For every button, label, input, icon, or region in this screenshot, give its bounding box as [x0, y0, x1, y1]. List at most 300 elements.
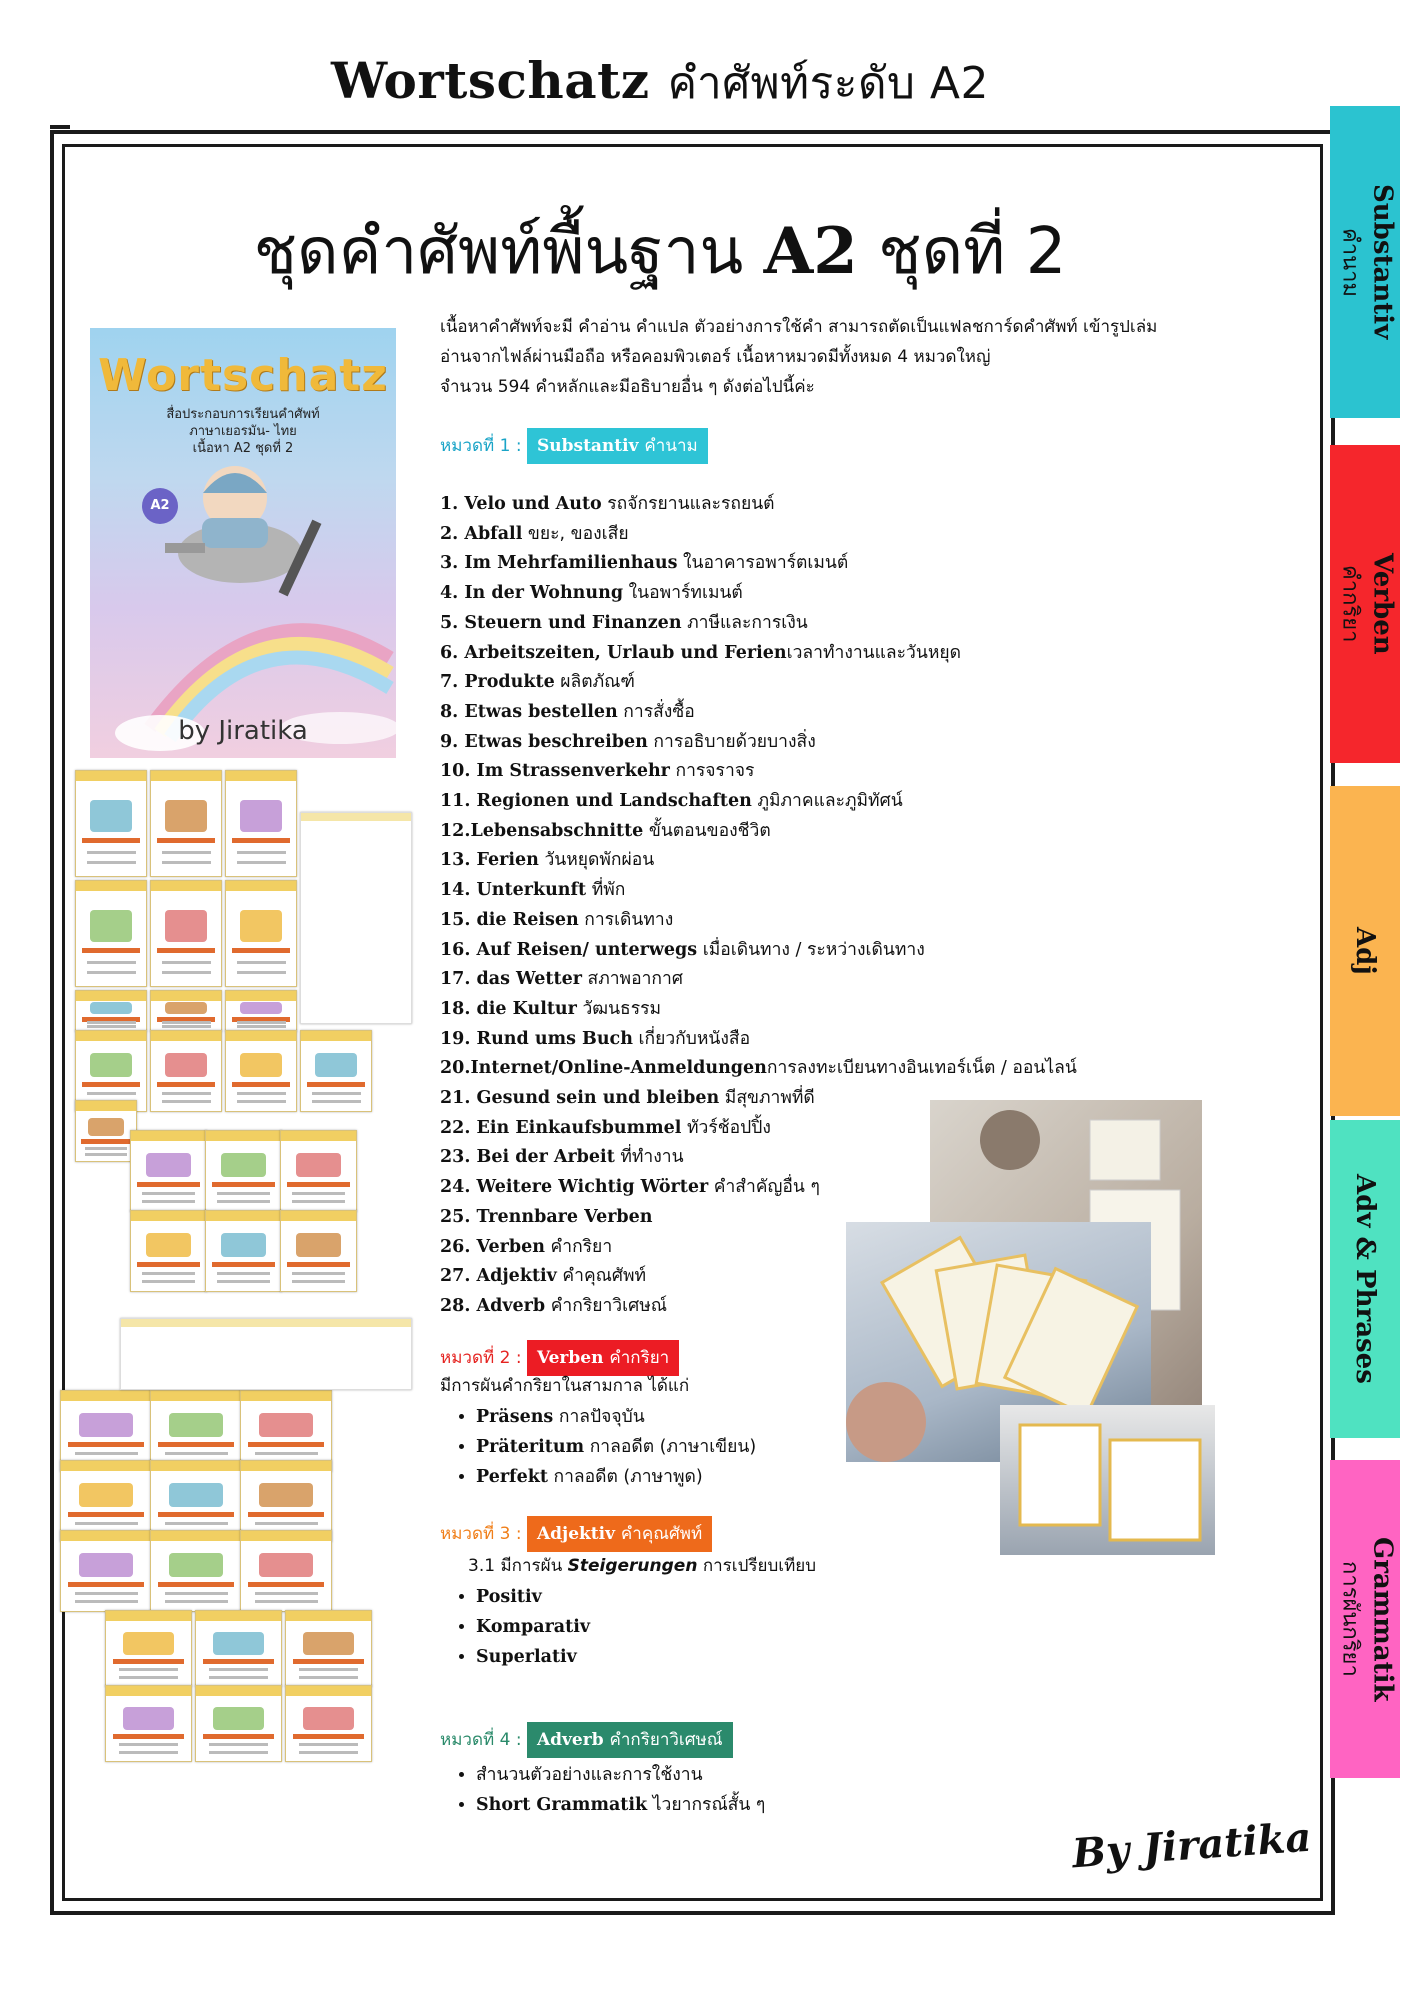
- topic-th: เมื่อเดินทาง / ระหว่างเดินทาง: [697, 939, 925, 960]
- topic-th: เกี่ยวกับหนังสือ: [632, 1028, 751, 1049]
- flashcard-band: [226, 881, 296, 891]
- flashcard-word: [82, 838, 141, 843]
- flashcard-picture: [240, 800, 282, 832]
- flashcard-thumbnail: [285, 1685, 372, 1762]
- flashcard-band: [151, 1391, 241, 1401]
- flashcard-line: [75, 1592, 138, 1595]
- flashcard-band: [76, 771, 146, 781]
- flashcard-thumbnail: [225, 880, 297, 987]
- flashcard-picture: [315, 1053, 357, 1077]
- flashcard-band: [61, 1461, 151, 1471]
- flashcard-line: [87, 1021, 136, 1024]
- flashcard-line: [119, 1751, 179, 1754]
- topic-de: 11. Regionen und Landschaften: [440, 791, 752, 812]
- comparison-item: [476, 1612, 590, 1642]
- flashcard-line: [162, 851, 211, 854]
- flashcard-picture: [146, 1233, 191, 1257]
- flashcard-word: [137, 1262, 200, 1267]
- topic-de: 1. Velo und Auto: [440, 494, 602, 514]
- worksheet-thumbnail: [120, 1318, 412, 1390]
- flashcard-line: [237, 1025, 286, 1028]
- flashcard-band: [151, 881, 221, 891]
- flashcard-word: [203, 1734, 274, 1739]
- flashcard-picture: [296, 1233, 341, 1257]
- flashcard-line: [255, 1600, 318, 1603]
- flashcard-thumbnail: [280, 1130, 357, 1212]
- flashcard-band: [61, 1531, 151, 1541]
- section-2-label: หมวดที่ 2 :: [440, 1348, 522, 1368]
- flashcard-picture: [79, 1483, 133, 1507]
- topic-de: 17. das Wetter: [440, 969, 582, 990]
- flashcard-band: [241, 1391, 331, 1401]
- comparison-item: [476, 1582, 590, 1612]
- worksheet-band: [121, 1319, 411, 1327]
- section-2-desc: มีการผันคำกริยาในสามกาล ได้แก่: [440, 1376, 690, 1396]
- flashcard-band: [226, 771, 296, 781]
- topic-item: [440, 876, 1140, 906]
- tense-de: Präsens: [476, 1407, 554, 1427]
- tense-de: Perfekt: [476, 1467, 548, 1487]
- topic-th: การอธิบายด้วยบางสิ่ง: [647, 731, 816, 752]
- side-tab-text: [1350, 927, 1380, 975]
- topic-de: 24. Weitere Wichtig Wörter: [440, 1177, 709, 1198]
- flashcard-word: [68, 1512, 144, 1517]
- section-3-desc-post: การเปรียบเทียบ: [697, 1556, 817, 1576]
- flashcard-thumbnail: [75, 770, 147, 877]
- flashcard-thumbnail: [150, 1530, 242, 1612]
- flashcard-line: [292, 1200, 345, 1203]
- topic-de: 7. Produkte: [440, 672, 555, 693]
- topic-th: ขั้นตอนของชีวิต: [643, 820, 771, 841]
- flashcard-picture: [259, 1483, 313, 1507]
- adverb-item: [476, 1760, 765, 1790]
- side-tab-text: [1333, 553, 1398, 655]
- flashcard-picture: [303, 1632, 354, 1655]
- section-3-badge-th: คำคุณศัพท์: [620, 1524, 703, 1544]
- flashcard-band: [226, 1031, 296, 1041]
- flashcard-line: [87, 861, 136, 864]
- flashcard-line: [165, 1452, 228, 1455]
- flashcard-picture: [213, 1707, 264, 1730]
- topic-item: [440, 846, 1140, 876]
- flashcard-line: [162, 1092, 211, 1095]
- flashcard-band: [241, 1531, 331, 1541]
- topic-de: 23. Bei der Arbeit: [440, 1147, 615, 1168]
- flashcard-line: [165, 1522, 228, 1525]
- book-subtitle-1: สื่อประกอบการเรียนคำศัพท์: [166, 407, 320, 422]
- section-4-heading: [440, 1722, 733, 1758]
- photo-flashcards-table: [1000, 1405, 1215, 1555]
- topic-th: เวลาทำงานและวันหยุด: [786, 642, 961, 663]
- side-tab-verben[interactable]: [1330, 445, 1400, 763]
- flashcard-band: [196, 1686, 281, 1696]
- flashcard-thumbnail: [60, 1530, 152, 1612]
- flashcard-line: [217, 1192, 270, 1195]
- topic-item: [440, 490, 1140, 520]
- flashcard-line: [237, 971, 286, 974]
- flashcard-thumbnail: [150, 990, 222, 1032]
- topic-th: คำกริยาวิเศษณ์: [545, 1295, 667, 1316]
- flashcard-word: [232, 838, 291, 843]
- side-tab-adv-phrases[interactable]: [1330, 1120, 1400, 1438]
- adverb-th: สำนวนตัวอย่างและการใช้งาน: [476, 1765, 703, 1785]
- flashcard-word: [212, 1182, 275, 1187]
- comparison-item: [476, 1642, 590, 1672]
- header-title-th: คำศัพท์ระดับ A2: [667, 58, 990, 109]
- flashcard-line: [85, 1147, 127, 1150]
- section-2-list: [440, 1402, 756, 1492]
- signature: By Jiratika: [1070, 1813, 1313, 1878]
- flashcard-thumbnail: [280, 1210, 357, 1292]
- flashcard-picture: [79, 1553, 133, 1577]
- flashcard-band: [131, 1211, 206, 1221]
- topic-th: สภาพอากาศ: [581, 969, 683, 990]
- topic-item: [440, 936, 1140, 966]
- flashcard-line: [292, 1192, 345, 1195]
- flashcard-band: [286, 1686, 371, 1696]
- topic-th: ขยะ, ของเสีย: [522, 523, 629, 544]
- topic-th: ภาษีและการเงิน: [681, 612, 808, 633]
- topic-item: [440, 728, 1140, 758]
- flashcard-thumbnail: [285, 1610, 372, 1687]
- intro-line-1: เนื้อหาคำศัพท์จะมี คำอ่าน คำแปล ตัวอย่างการใช้คำ สามารถตัดเป็นแฟลชการ์ดคำศัพท์ เข้ารูปเล่ม: [440, 317, 1158, 337]
- flashcard-line: [119, 1676, 179, 1679]
- flashcard-thumbnail: [130, 1130, 207, 1212]
- topic-de: 4. In der Wohnung: [440, 583, 624, 604]
- flashcard-word: [68, 1442, 144, 1447]
- flashcard-line: [292, 1272, 345, 1275]
- flashcard-thumbnail: [300, 1030, 372, 1112]
- section-4-badge: [527, 1722, 733, 1758]
- flashcard-line: [299, 1676, 359, 1679]
- topic-th: มีสุขภาพที่ดี: [719, 1088, 815, 1109]
- topic-de: 2. Abfall: [440, 523, 523, 544]
- flashcard-band: [76, 881, 146, 891]
- book-illustration: [90, 328, 396, 758]
- section-1-badge-th: คำนาม: [644, 436, 698, 456]
- flashcard-line: [255, 1592, 318, 1595]
- topic-de: 9. Etwas beschreiben: [440, 731, 648, 752]
- flashcard-band: [106, 1686, 191, 1696]
- topic-de: 21. Gesund sein und bleiben: [440, 1088, 720, 1109]
- flashcard-band: [241, 1461, 331, 1471]
- topic-de: 8. Etwas bestellen: [440, 701, 618, 722]
- flashcard-thumbnail: [225, 1030, 297, 1112]
- flashcard-thumbnail: [75, 990, 147, 1032]
- flashcard-band: [151, 1531, 241, 1541]
- topic-de: 19. Rund ums Buch: [440, 1028, 633, 1049]
- flashcard-band: [286, 1611, 371, 1621]
- flashcard-thumbnail: [75, 880, 147, 987]
- worksheet-thumbnail: [300, 812, 412, 1024]
- side-tab-de: Adv & Phrases: [1350, 1174, 1380, 1384]
- flashcard-line: [162, 1100, 211, 1103]
- flashcard-line: [237, 1021, 286, 1024]
- flashcard-picture: [90, 910, 132, 942]
- flashcard-picture: [88, 1118, 124, 1136]
- side-tab-substantiv[interactable]: [1330, 106, 1400, 418]
- main-title-th-1: ชุดคำศัพท์พื้นฐาน: [253, 215, 744, 289]
- side-tab-th: คำนาม: [1337, 227, 1363, 297]
- topic-de: 13. Ferien: [440, 850, 539, 871]
- side-tab-de: Substantiv: [1367, 184, 1398, 340]
- topic-th: คำกริยา: [544, 1236, 613, 1257]
- section-3-badge: [527, 1516, 712, 1552]
- comparison-de: Komparativ: [476, 1617, 591, 1637]
- flashcard-band: [206, 1211, 281, 1221]
- topic-th: การลงทะเบียนทางอินเทอร์เน็ต / ออนไลน์: [766, 1058, 1077, 1079]
- flashcard-picture: [221, 1153, 266, 1177]
- tense-th: กาลอดีต (ภาษาพูด): [547, 1467, 703, 1487]
- topic-item: [440, 639, 1140, 669]
- flashcard-line: [255, 1452, 318, 1455]
- flashcard-band: [226, 991, 296, 1001]
- flashcard-picture: [90, 800, 132, 832]
- flashcard-band: [151, 771, 221, 781]
- flashcard-word: [248, 1512, 324, 1517]
- topic-item: [440, 817, 1140, 847]
- section-3-heading: [440, 1516, 712, 1552]
- topic-th: ภูมิภาคและภูมิทัศน์: [751, 791, 903, 812]
- tense-item: [476, 1432, 756, 1462]
- flashcard-picture: [165, 910, 207, 942]
- flashcard-band: [151, 1031, 221, 1041]
- flashcard-line: [209, 1751, 269, 1754]
- flashcard-picture: [296, 1153, 341, 1177]
- flashcard-line: [162, 961, 211, 964]
- flashcard-line: [255, 1522, 318, 1525]
- flashcard-line: [299, 1668, 359, 1671]
- section-1-heading: [440, 428, 708, 464]
- flashcard-thumbnail: [150, 1030, 222, 1112]
- section-3-desc: [468, 1552, 816, 1579]
- topic-de: 14. Unterkunft: [440, 880, 587, 901]
- flashcard-line: [162, 971, 211, 974]
- flashcard-picture: [169, 1553, 223, 1577]
- flashcard-thumbnail: [195, 1610, 282, 1687]
- topic-th: การสั่งซื้อ: [617, 701, 695, 722]
- tense-de: Präteritum: [476, 1437, 585, 1457]
- side-tab-de: Verben: [1367, 553, 1398, 655]
- section-2-badge: [527, 1340, 679, 1376]
- flashcard-line: [87, 1025, 136, 1028]
- main-title: [160, 200, 1160, 302]
- flashcard-word: [82, 1082, 141, 1087]
- tense-item: [476, 1402, 756, 1432]
- flashcard-band: [61, 1391, 151, 1401]
- flashcard-line: [237, 861, 286, 864]
- topic-de: 3. Im Mehrfamilienhaus: [440, 553, 678, 574]
- topic-th: ที่ทำงาน: [614, 1147, 684, 1168]
- section-1-badge: [527, 428, 708, 464]
- flashcard-picture: [213, 1632, 264, 1655]
- topic-item: [440, 906, 1140, 936]
- flashcard-picture: [146, 1153, 191, 1177]
- topic-de: 20.Internet/Online-Anmeldungen: [440, 1058, 767, 1079]
- flashcard-picture: [221, 1233, 266, 1257]
- topic-item: [440, 668, 1140, 698]
- flashcard-picture: [259, 1413, 313, 1437]
- flashcard-picture: [240, 910, 282, 942]
- topic-item: [440, 609, 1140, 639]
- flashcard-line: [237, 961, 286, 964]
- flashcard-picture: [90, 1053, 132, 1077]
- photo-table-illustration: [1000, 1405, 1215, 1555]
- flashcard-word: [158, 1512, 234, 1517]
- topic-item: [440, 965, 1140, 995]
- side-tab-th: คำกริยา: [1337, 565, 1363, 643]
- flashcard-word: [157, 1082, 216, 1087]
- section-2-heading: [440, 1340, 690, 1396]
- topic-th: ในอพาร์ทเมนต์: [623, 583, 743, 604]
- flashcard-word: [157, 838, 216, 843]
- flashcard-word: [212, 1262, 275, 1267]
- flashcard-picture: [303, 1707, 354, 1730]
- book-level-badge: A2: [142, 488, 178, 524]
- flashcard-thumbnail: [225, 990, 297, 1032]
- flashcard-band: [301, 1031, 371, 1041]
- flashcard-band: [131, 1131, 206, 1141]
- flashcard-word: [293, 1659, 364, 1664]
- topic-th: การจราจร: [669, 761, 755, 782]
- flashcard-line: [75, 1452, 138, 1455]
- topic-th: คำสำคัญอื่น ๆ: [708, 1177, 820, 1198]
- flashcard-picture: [240, 1002, 282, 1014]
- flashcard-line: [165, 1592, 228, 1595]
- flashcard-line: [217, 1200, 270, 1203]
- tense-th: กาลอดีต (ภาษาเขียน): [584, 1437, 757, 1457]
- flashcard-picture: [240, 1053, 282, 1077]
- flashcard-word: [158, 1582, 234, 1587]
- flashcard-band: [281, 1211, 356, 1221]
- topic-de: 26. Verben: [440, 1236, 545, 1257]
- flashcard-line: [292, 1280, 345, 1283]
- section-4-label: หมวดที่ 4 :: [440, 1730, 522, 1750]
- topic-item: [440, 579, 1140, 609]
- intro-line-2: อ่านจากไฟล์ผ่านมือถือ หรือคอมพิวเตอร์ เนื้อหาหมวดมีทั้งหมด 4 หมวดใหญ่: [440, 347, 991, 367]
- flashcard-line: [162, 1021, 211, 1024]
- topic-de: 16. Auf Reisen/ unterwegs: [440, 939, 698, 960]
- flashcard-word: [287, 1262, 350, 1267]
- flashcard-band: [206, 1131, 281, 1141]
- topic-th: วันหยุดพักผ่อน: [538, 850, 655, 871]
- flashcard-line: [142, 1280, 195, 1283]
- topic-th: ในอาคารอพาร์ตเมนต์: [677, 553, 849, 574]
- flashcard-word: [307, 1082, 366, 1087]
- topic-item: [440, 787, 1140, 817]
- topic-de: 27. Adjektiv: [440, 1266, 557, 1287]
- flashcard-picture: [169, 1413, 223, 1437]
- comparison-de: Positiv: [476, 1587, 542, 1607]
- flashcard-thumbnail: [130, 1210, 207, 1292]
- adverb-th: ไวยากรณ์สั้น ๆ: [647, 1795, 766, 1815]
- flashcard-thumbnail: [150, 770, 222, 877]
- flashcard-word: [113, 1659, 184, 1664]
- side-tab-text: [1333, 1537, 1398, 1702]
- flashcard-band: [196, 1611, 281, 1621]
- flashcard-thumbnail: [105, 1610, 192, 1687]
- side-tab-text: [1350, 1174, 1380, 1384]
- flashcard-line: [87, 961, 136, 964]
- flashcard-band: [76, 1031, 146, 1041]
- topic-th: ผลิตภัณฑ์: [554, 672, 635, 693]
- flashcard-thumbnail: [75, 1100, 137, 1162]
- flashcard-band: [151, 991, 221, 1001]
- flashcard-line: [217, 1272, 270, 1275]
- topic-de: 28. Adverb: [440, 1295, 546, 1316]
- topic-de: 12.Lebensabschnitte: [440, 820, 644, 841]
- section-3-label: หมวดที่ 3 :: [440, 1524, 522, 1544]
- flashcard-thumbnail: [240, 1530, 332, 1612]
- tense-item: [476, 1462, 756, 1492]
- tense-th: กาลปัจจุบัน: [553, 1407, 645, 1427]
- flashcard-word: [137, 1182, 200, 1187]
- flashcard-line: [87, 851, 136, 854]
- topic-de: 15. die Reisen: [440, 909, 579, 930]
- flashcard-line: [87, 971, 136, 974]
- flashcard-band: [76, 1101, 136, 1111]
- topic-th: วัฒนธรรม: [576, 998, 662, 1019]
- side-tab-grammatik[interactable]: [1330, 1460, 1400, 1778]
- flashcard-thumbnail: [150, 880, 222, 987]
- main-title-level: A2: [763, 214, 858, 289]
- flashcard-picture: [123, 1632, 174, 1655]
- flashcard-picture: [79, 1413, 133, 1437]
- topic-item: [440, 995, 1140, 1025]
- flashcard-word: [82, 948, 141, 953]
- topic-de: 25. Trennbare Verben: [440, 1206, 653, 1227]
- flashcard-word: [232, 948, 291, 953]
- section-4-badge-th: คำกริยาวิเศษณ์: [609, 1730, 723, 1750]
- flashcard-word: [203, 1659, 274, 1664]
- main-title-th-2: ชุดที่ 2: [878, 215, 1067, 289]
- flashcard-thumbnail: [205, 1210, 282, 1292]
- flashcard-band: [281, 1131, 356, 1141]
- topic-th: คำคุณศัพท์: [556, 1266, 647, 1287]
- topic-th: รถจักรยานและรถยนต์: [601, 494, 775, 514]
- flashcard-line: [85, 1153, 127, 1156]
- flashcard-picture: [123, 1707, 174, 1730]
- flashcard-line: [119, 1743, 179, 1746]
- flashcard-word: [248, 1582, 324, 1587]
- section-2-badge-th: คำกริยา: [609, 1348, 670, 1368]
- side-tab-th: การผันกริยา: [1337, 1561, 1363, 1677]
- flashcard-line: [299, 1751, 359, 1754]
- book-author: by Jiratika: [178, 716, 308, 746]
- flashcard-line: [119, 1668, 179, 1671]
- flashcard-picture: [169, 1483, 223, 1507]
- section-3-desc-em: Steigerungen: [567, 1556, 698, 1576]
- flashcard-word: [248, 1442, 324, 1447]
- flashcard-picture: [259, 1553, 313, 1577]
- section-4-badge-de: Adverb: [536, 1730, 604, 1750]
- flashcard-picture: [165, 800, 207, 832]
- intro-line-3: จำนวน 594 คำหลักและมีอธิบายอื่น ๆ ดังต่อไปนี้ค่ะ: [440, 377, 815, 397]
- flashcard-thumbnail: [225, 770, 297, 877]
- comparison-de: Superlativ: [476, 1647, 577, 1667]
- side-tab-adj[interactable]: [1330, 786, 1400, 1116]
- flashcard-picture: [165, 1053, 207, 1077]
- topic-th: ทัวร์ช้อปปิ้ง: [681, 1117, 771, 1138]
- flashcard-line: [217, 1280, 270, 1283]
- book-title: Wortschatz: [98, 350, 388, 401]
- topic-th: ที่พัก: [586, 880, 626, 901]
- flashcard-line: [209, 1668, 269, 1671]
- topic-item: [440, 520, 1140, 550]
- flashcard-line: [142, 1272, 195, 1275]
- section-4-list: [440, 1760, 765, 1820]
- topic-item: [440, 698, 1140, 728]
